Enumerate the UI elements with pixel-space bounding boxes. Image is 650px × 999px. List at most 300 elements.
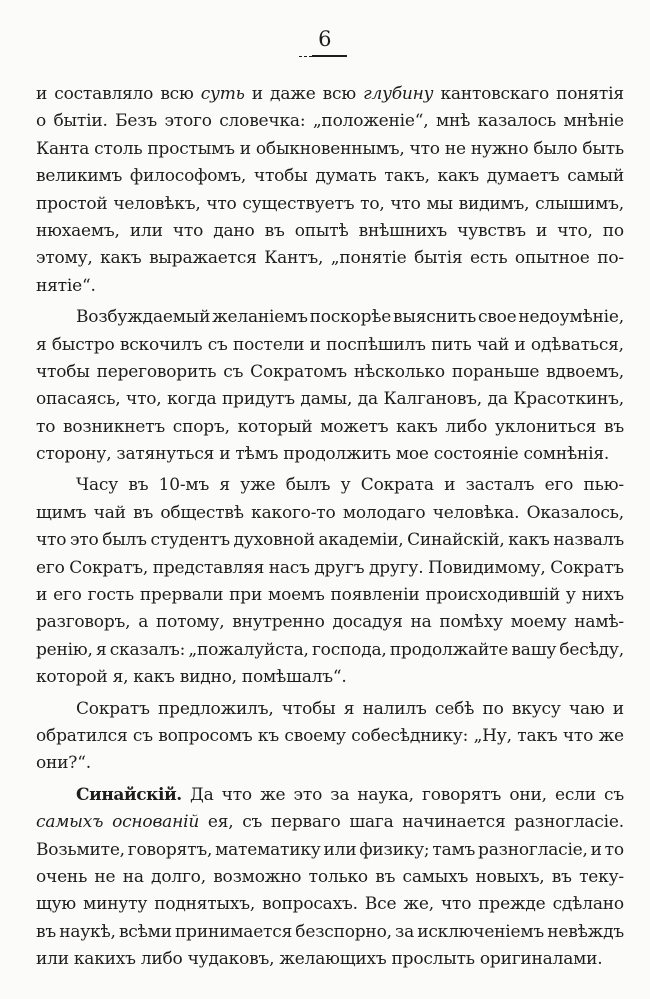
text-line [36,894,624,921]
word: налилъ [362,698,427,719]
word: Кантъ, [264,248,324,269]
word: своему [284,725,346,746]
word: его [544,475,574,496]
word: теку- [579,866,624,887]
text-line [36,389,624,416]
word: если [554,784,596,805]
word: либо [445,416,488,437]
word: обществѣ [160,502,244,523]
word: не [94,866,116,887]
word: я [343,698,355,719]
word: всю [160,84,194,104]
word: чаю [568,698,605,719]
word: всѣми [118,921,172,942]
word: и [36,585,48,606]
word: принимается [175,921,293,942]
word: самыхъ [402,866,469,887]
word: щую [36,894,77,915]
word: былъ [285,475,331,496]
word: съ [223,361,244,382]
word: былъ [102,530,147,551]
word: пить [431,334,472,355]
text-line [36,194,624,221]
word: шага [349,812,394,833]
text-line [36,530,624,557]
word: же [598,725,624,746]
text-line [36,726,624,753]
word: засталъ [465,475,535,496]
word: и [514,334,526,355]
word: Синайскій, [407,530,505,551]
header-rule [299,55,347,57]
word: 10-мъ [158,475,210,496]
word: и [535,220,548,241]
word: и [612,698,624,719]
word: господа, [311,639,387,660]
word: желаніемъ [212,307,308,328]
word: Возбуждаемый [76,307,211,328]
word: Канта [36,138,90,159]
text-line [36,785,624,812]
word: вопросомъ [158,725,253,746]
word: переговорить [96,361,217,382]
word: бытія [414,248,463,269]
word: долго, [151,866,206,887]
word: „Ну, [473,725,512,746]
word: какъ [396,416,438,437]
word: на [122,866,144,887]
word: самыхъ [36,812,104,833]
word: быть [582,138,624,159]
word: затянуться [116,444,215,465]
word: въ [128,475,149,496]
word: видно, [179,667,237,688]
word: состояніе [433,444,519,465]
word: Оказалось, [526,502,624,523]
word: на [410,612,432,633]
word: мнѣ [435,111,471,132]
word: основаній [112,812,200,833]
word: щимъ [36,502,87,523]
word: безспорно, [295,921,392,942]
word: сказалъ: [109,639,186,660]
word: уклониться [494,416,597,437]
word: есть [469,248,508,269]
word: какъ [508,530,550,551]
word: въ [375,866,396,887]
word: потому, [155,612,225,633]
word: самый [567,166,624,187]
word: продолжить [283,444,391,465]
word: существуетъ [242,193,355,214]
text-line [36,417,624,444]
word: съ [242,812,263,833]
word: споръ, [172,416,230,437]
word: сторону, [36,444,112,465]
word: которой [36,667,108,688]
word: помѣшалъ“. [241,667,347,688]
word: тѣмъ [235,444,279,465]
text-line [36,867,624,894]
word: нюхаемъ, [36,220,120,241]
word: другъ [314,557,365,578]
word: съ [132,725,153,746]
word: Да [189,784,214,805]
text-line [36,475,624,502]
word: человѣка. [432,502,520,523]
word: то, [360,193,385,214]
text-line [36,248,624,275]
word: возможно [213,866,302,887]
word: нихъ [581,585,624,606]
word: собесѣднику: [351,725,469,746]
word: студентъ [150,530,230,551]
word: словечка: [219,111,306,132]
word: или [36,949,69,970]
word: человѣкъ, [113,193,201,214]
word: видимъ, [458,193,530,214]
text-line [36,840,624,867]
word: какъ [133,667,175,688]
word: пораньше [451,361,540,382]
word: казалось [477,111,557,132]
text-line [36,139,624,166]
text-line [36,307,624,334]
word: прослыть [391,949,475,970]
word: чай [476,334,510,355]
word: философомъ, [129,166,247,187]
word: его [36,557,65,578]
word: можетъ [320,416,389,437]
word: разногласіе. [514,812,624,833]
word: физику; [359,839,430,860]
word: внутренно [232,612,325,633]
word: такъ, [384,166,430,187]
word: тамъ [432,839,476,860]
word: оригиналами. [479,949,603,970]
word: чтобы [36,361,90,382]
word: мнѣніе [563,111,624,132]
word: сдѣлано [552,894,624,915]
word: „понятіе [330,248,407,269]
word: возникнетъ [63,416,166,437]
word: какъ [437,166,479,187]
word: постели [233,334,305,355]
word: обыкновеннымъ, [255,138,405,159]
word: поспѣшилъ [326,334,426,355]
text-line [36,753,624,780]
word: глубину [363,84,434,104]
page-text [36,84,624,977]
word: ея, [207,812,234,833]
word: невѣждъ [547,921,624,942]
word: мы [426,193,453,214]
word: вопросахъ. [262,894,358,915]
paragraph [36,785,624,977]
word: какихъ [73,949,136,970]
word: да [357,389,378,410]
word: съ [207,334,228,355]
word: столь [94,138,143,159]
word: простымъ [147,138,235,159]
word: я [95,639,107,660]
word: намѣ- [574,612,624,633]
word: прервали [139,585,224,606]
word: то [36,416,56,437]
word: же [260,784,286,805]
word: то [604,839,624,860]
word: простой [36,193,108,214]
word: и [36,84,48,104]
word: сомнѣнія. [523,444,610,465]
word: желающихъ [279,949,387,970]
text-line [36,444,624,471]
text-line [36,640,624,667]
word: академіи, [318,530,404,551]
word: чай [93,502,126,523]
word: чудаковъ, [187,949,275,970]
word: въ [264,220,285,241]
word: и [219,444,231,465]
word: Синайскій. [76,784,182,805]
word: я, [112,667,129,688]
word: что [172,220,204,241]
word: наукѣ, [59,921,116,942]
word: или [129,220,163,241]
text-line [36,612,624,639]
text-line [36,221,624,248]
word: у [340,475,351,496]
word: вкусу [511,698,561,719]
word: быстро [51,334,115,355]
rule-dashes [299,56,312,57]
text-line [36,585,624,612]
word: какъ [100,248,142,269]
word: это [293,784,323,805]
word: въ [603,416,624,437]
word: кантовскаго [440,84,549,104]
word: при [229,585,263,606]
text-line [36,558,624,585]
word: внѣшнихъ [358,220,448,241]
word: думать [315,166,377,187]
word: Часу [76,475,118,496]
word: исключеніемъ [417,921,545,942]
word: что [36,530,67,551]
word: разногласіе, [478,839,588,860]
word: по- [597,248,624,269]
text-line [36,812,624,839]
word: опасаясь, [36,389,121,410]
word: который [237,416,313,437]
word: и [309,334,321,355]
word: пью- [583,475,624,496]
word: да [487,389,508,410]
word: говорятъ, [127,839,213,860]
word: о [36,111,47,132]
text-line [36,667,624,694]
word: говорятъ [421,784,502,805]
text-line [36,699,624,726]
word: придутъ [222,389,295,410]
word: и [444,475,456,496]
word: что [206,193,237,214]
word: выражается [149,248,257,269]
word: недоумѣніе, [518,307,624,328]
word: и [590,839,602,860]
word: думаетъ [486,166,560,187]
word: этого [164,111,212,132]
word: что [440,894,472,915]
paragraph [36,475,624,694]
word: досадуя [332,612,403,633]
word: нятіе“. [36,275,96,296]
word: мое [395,444,429,465]
word: дано [213,220,255,241]
word: или [323,839,357,860]
word: какого-то [251,502,336,523]
word: этому, [36,248,93,269]
word: они, [509,784,547,805]
word: когда [167,389,217,410]
word: Красоткинъ, [513,389,624,410]
word: вашу [511,639,557,660]
text-line [36,503,624,530]
text-line [36,111,624,138]
word: въ [133,502,154,523]
word: составляло [54,84,154,104]
word: новыхъ, [475,866,545,887]
word: къ [257,725,279,746]
paragraph [36,307,624,471]
word: появленіи [330,585,420,606]
word: гость [87,585,134,606]
word: по [482,698,504,719]
word: съ [604,784,624,805]
word: и [239,138,251,159]
word: Все [364,894,397,915]
word: только [308,866,368,887]
word: ренію, [36,639,93,660]
word: великимъ [36,166,123,187]
word: что [562,725,594,746]
word: „пожалуйста, [188,639,309,660]
page-header [0,26,650,57]
word: „положеніе“, [312,111,429,132]
word: у [565,585,576,606]
word: всю [322,84,356,104]
word: его [53,585,82,606]
word: за [395,921,415,942]
word: это [69,530,99,551]
paragraph [36,84,624,303]
word: суть [200,84,245,104]
word: бытіи. [53,111,108,132]
word: что [409,138,440,159]
word: чтобы [253,166,308,187]
word: прежде [478,894,546,915]
text-line [36,949,624,976]
word: за [330,784,350,805]
word: и [251,84,263,104]
word: перваго [270,812,341,833]
word: Повидимому, [427,557,546,578]
word: чувствъ [457,220,526,241]
word: одѣваться, [530,334,624,355]
word: они?“. [36,753,91,774]
word: минуту [83,894,148,915]
word: опытное [514,248,590,269]
word: Сократъ [76,698,150,719]
word: наука, [357,784,414,805]
word: я [219,475,230,496]
word: Сократъ [550,557,624,578]
word: по [602,220,624,241]
word: начинается [402,812,506,833]
word: бесѣду, [559,639,624,660]
word: свое [477,307,517,328]
word: Возьмите, [36,839,125,860]
word: математику [215,839,321,860]
word: что, [126,389,162,410]
word: Сократомъ [250,361,347,382]
word: чтобы [281,698,336,719]
word: представляя [152,557,265,578]
word: даже [270,84,316,104]
word: обратился [36,725,128,746]
word: вдвоемъ, [546,361,624,382]
text-line [36,276,624,303]
word: что [390,193,421,214]
word: другу. [368,557,424,578]
word: понятія [556,84,624,104]
word: вскочилъ [119,334,203,355]
word: Сократъ, [69,557,149,578]
word: нужно [470,138,529,159]
word: либо [140,949,183,970]
word: не [444,138,466,159]
word: что [221,784,252,805]
word: опытѣ [294,220,349,241]
page-number: 6 [318,27,332,51]
word: поскорѣе [309,307,392,328]
word: разговоръ, [36,612,131,633]
word: предложилъ, [158,698,274,719]
word: въ [36,921,56,942]
text-line [36,166,624,193]
word: уже [240,475,276,496]
word: продолжайте [389,639,509,660]
word: въ [551,866,572,887]
word: нѣсколько [353,361,445,382]
text-line [36,362,624,389]
word: выяснить [393,307,477,328]
word: дамы, [300,389,353,410]
word: насъ [268,557,310,578]
word: очень [36,866,88,887]
text-line [36,922,624,949]
rule-solid [312,55,347,57]
text-line [36,84,624,111]
word: происходившій [425,585,560,606]
word: поднятыхъ, [154,894,256,915]
word: молодаго [342,502,426,523]
word: помѣху [439,612,503,633]
word: было [533,138,578,159]
word: Безъ [115,111,157,132]
word: такъ [517,725,558,746]
word: назвалъ [553,530,624,551]
